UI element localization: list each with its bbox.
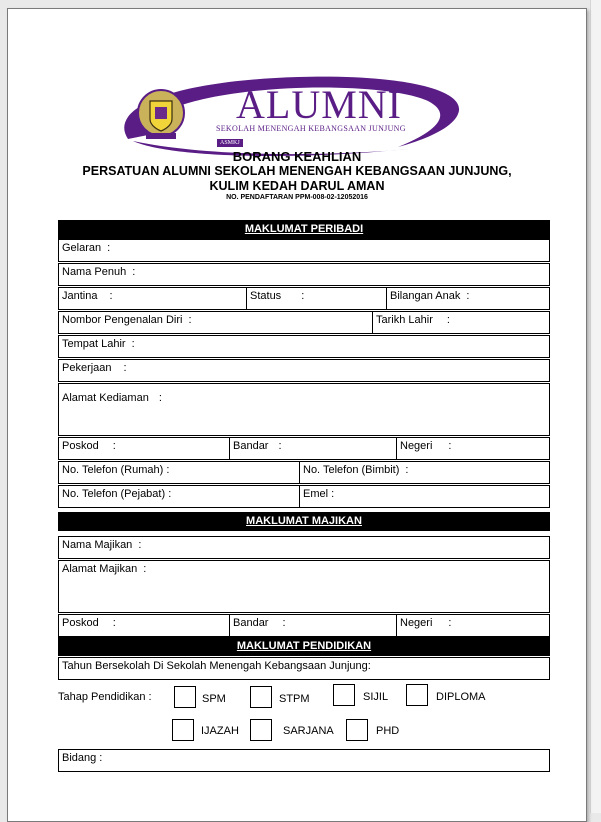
field-colon: : xyxy=(112,440,116,452)
field-bandar-majikan[interactable] xyxy=(229,615,396,636)
field-row-alamat[interactable] xyxy=(58,383,550,436)
logo-wordmark: ALUMNI xyxy=(236,82,402,127)
tahap-pendidikan-label: Tahap Pendidikan : xyxy=(58,691,152,703)
field-label: No. Telefon (Pejabat) : xyxy=(62,488,172,500)
checkbox-ijazah[interactable] xyxy=(172,719,194,741)
field-alamat-kediaman[interactable] xyxy=(59,384,549,435)
logo-badge: ASMKJ xyxy=(217,139,243,147)
field-tarikh-lahir[interactable] xyxy=(372,312,549,333)
field-row-poskod-majikan[interactable] xyxy=(58,614,550,637)
field-label: Status xyxy=(250,290,282,302)
field-row-jantina[interactable] xyxy=(58,287,550,310)
field-bidang[interactable] xyxy=(59,750,549,771)
field-tahun-bersekolah[interactable] xyxy=(59,658,549,679)
field-row-nama[interactable] xyxy=(58,263,550,286)
field-label: Negeri xyxy=(400,617,433,629)
field-gelaran[interactable] xyxy=(59,240,549,261)
field-label: Emel : xyxy=(303,488,335,500)
field-jantina[interactable] xyxy=(59,288,246,309)
field-pekerjaan[interactable] xyxy=(59,360,549,381)
field-label: Tahun Bersekolah Di Sekolah Menengah Kebangsaan Junjung: xyxy=(62,660,371,672)
field-label: Poskod xyxy=(62,617,99,629)
field-label: Jantina xyxy=(62,290,98,302)
field-nama-majikan[interactable] xyxy=(59,537,549,558)
registration-number: NO. PENDAFTARAN PPM-008-02-12052016 xyxy=(226,194,368,201)
field-row-bidang[interactable] xyxy=(58,749,550,772)
checkbox-label-phd: PHD xyxy=(376,725,400,737)
checkbox-label-sijil: SIJIL xyxy=(363,691,389,703)
checkbox-spm[interactable] xyxy=(174,686,196,708)
field-row-pengenalan[interactable] xyxy=(58,311,550,334)
checkbox-phd[interactable] xyxy=(346,719,368,741)
field-label: No. Telefon (Bimbit) xyxy=(303,464,400,476)
field-alamat-majikan[interactable] xyxy=(59,561,549,612)
logo-school-name: SEKOLAH MENENGAH KEBANGSAAN JUNJUNG xyxy=(216,124,406,133)
field-label: Tarikh Lahir xyxy=(376,314,433,326)
field-row-tel-rumah[interactable] xyxy=(58,461,550,484)
field-colon: : xyxy=(466,290,470,302)
field-row-tel-pejabat[interactable] xyxy=(58,485,550,508)
field-colon: : xyxy=(109,290,113,302)
field-colon: : xyxy=(131,338,135,350)
field-row-nama-majikan[interactable] xyxy=(58,536,550,559)
checkbox-label-sarjana: SARJANA xyxy=(283,725,334,737)
section-header-majikan: MAKLUMAT MAJIKAN xyxy=(58,512,550,531)
field-colon: : xyxy=(448,440,452,452)
field-colon: : xyxy=(107,242,111,254)
section-header-pendidikan: MAKLUMAT PENDIDIKAN xyxy=(58,637,550,656)
checkbox-sarjana[interactable] xyxy=(250,719,272,741)
field-poskod-majikan[interactable] xyxy=(59,615,229,636)
section-header-peribadi: MAKLUMAT PERIBADI xyxy=(58,220,550,239)
document-page xyxy=(7,8,587,822)
field-bandar[interactable] xyxy=(229,438,396,459)
association-location: KULIM KEDAH DARUL AMAN xyxy=(209,179,385,193)
field-negeri[interactable] xyxy=(396,438,549,459)
field-colon: : xyxy=(132,266,136,278)
field-label: Nama Penuh xyxy=(62,266,127,278)
field-status[interactable] xyxy=(246,288,386,309)
field-negeri-majikan[interactable] xyxy=(396,615,549,636)
field-colon: : xyxy=(158,392,162,404)
checkbox-diploma[interactable] xyxy=(406,684,428,706)
field-tel-pejabat[interactable] xyxy=(59,486,299,507)
field-row-alamat-majikan[interactable] xyxy=(58,560,550,613)
field-label: Alamat Kediaman xyxy=(62,392,149,404)
field-label: Bilangan Anak xyxy=(390,290,461,302)
checkbox-label-stpm: STPM xyxy=(279,693,310,705)
field-row-tahun[interactable] xyxy=(58,657,550,680)
field-tel-rumah[interactable] xyxy=(59,462,299,483)
field-nombor-pengenalan[interactable] xyxy=(59,312,372,333)
field-colon: : xyxy=(448,617,452,629)
field-colon: : xyxy=(301,290,305,302)
checkbox-label-diploma: DIPLOMA xyxy=(436,691,486,703)
field-colon: : xyxy=(446,314,450,326)
field-label: Bidang : xyxy=(62,752,103,764)
field-tel-bimbit[interactable] xyxy=(299,462,549,483)
checkbox-stpm[interactable] xyxy=(250,686,272,708)
field-poskod[interactable] xyxy=(59,438,229,459)
field-label: Negeri xyxy=(400,440,433,452)
field-label: Alamat Majikan xyxy=(62,563,138,575)
field-label: Bandar xyxy=(233,440,269,452)
association-name: PERSATUAN ALUMNI SEKOLAH MENENGAH KEBANGSAAN JUNJUNG, xyxy=(82,164,512,178)
field-colon: : xyxy=(405,464,409,476)
form-title: BORANG KEAHLIAN xyxy=(232,149,362,164)
field-label: Gelaran xyxy=(62,242,102,254)
field-colon: : xyxy=(188,314,192,326)
field-row-poskod[interactable] xyxy=(58,437,550,460)
field-label: Tempat Lahir xyxy=(62,338,126,350)
field-colon: : xyxy=(112,617,116,629)
field-row-pekerjaan[interactable] xyxy=(58,359,550,382)
field-label: Pekerjaan xyxy=(62,362,112,374)
field-colon: : xyxy=(282,617,286,629)
field-nama-penuh[interactable] xyxy=(59,264,549,285)
field-label: No. Telefon (Rumah) : xyxy=(62,464,170,476)
field-colon: : xyxy=(278,440,282,452)
field-row-gelaran[interactable] xyxy=(58,239,550,262)
field-colon: : xyxy=(143,563,147,575)
field-tempat-lahir[interactable] xyxy=(59,336,549,357)
field-row-tempat-lahir[interactable] xyxy=(58,335,550,358)
field-label: Nombor Pengenalan Diri xyxy=(62,314,183,326)
field-colon: : xyxy=(138,539,142,551)
vertical-scrollbar[interactable] xyxy=(590,0,601,813)
field-emel[interactable] xyxy=(299,486,549,507)
checkbox-sijil[interactable] xyxy=(333,684,355,706)
checkbox-label-ijazah: IJAZAH xyxy=(201,725,239,737)
field-label: Nama Majikan xyxy=(62,539,133,551)
field-bilangan-anak[interactable] xyxy=(386,288,549,309)
school-crest-icon xyxy=(136,85,186,145)
checkbox-label-spm: SPM xyxy=(202,693,226,705)
field-label: Poskod xyxy=(62,440,99,452)
field-colon: : xyxy=(123,362,127,374)
field-label: Bandar xyxy=(233,617,269,629)
